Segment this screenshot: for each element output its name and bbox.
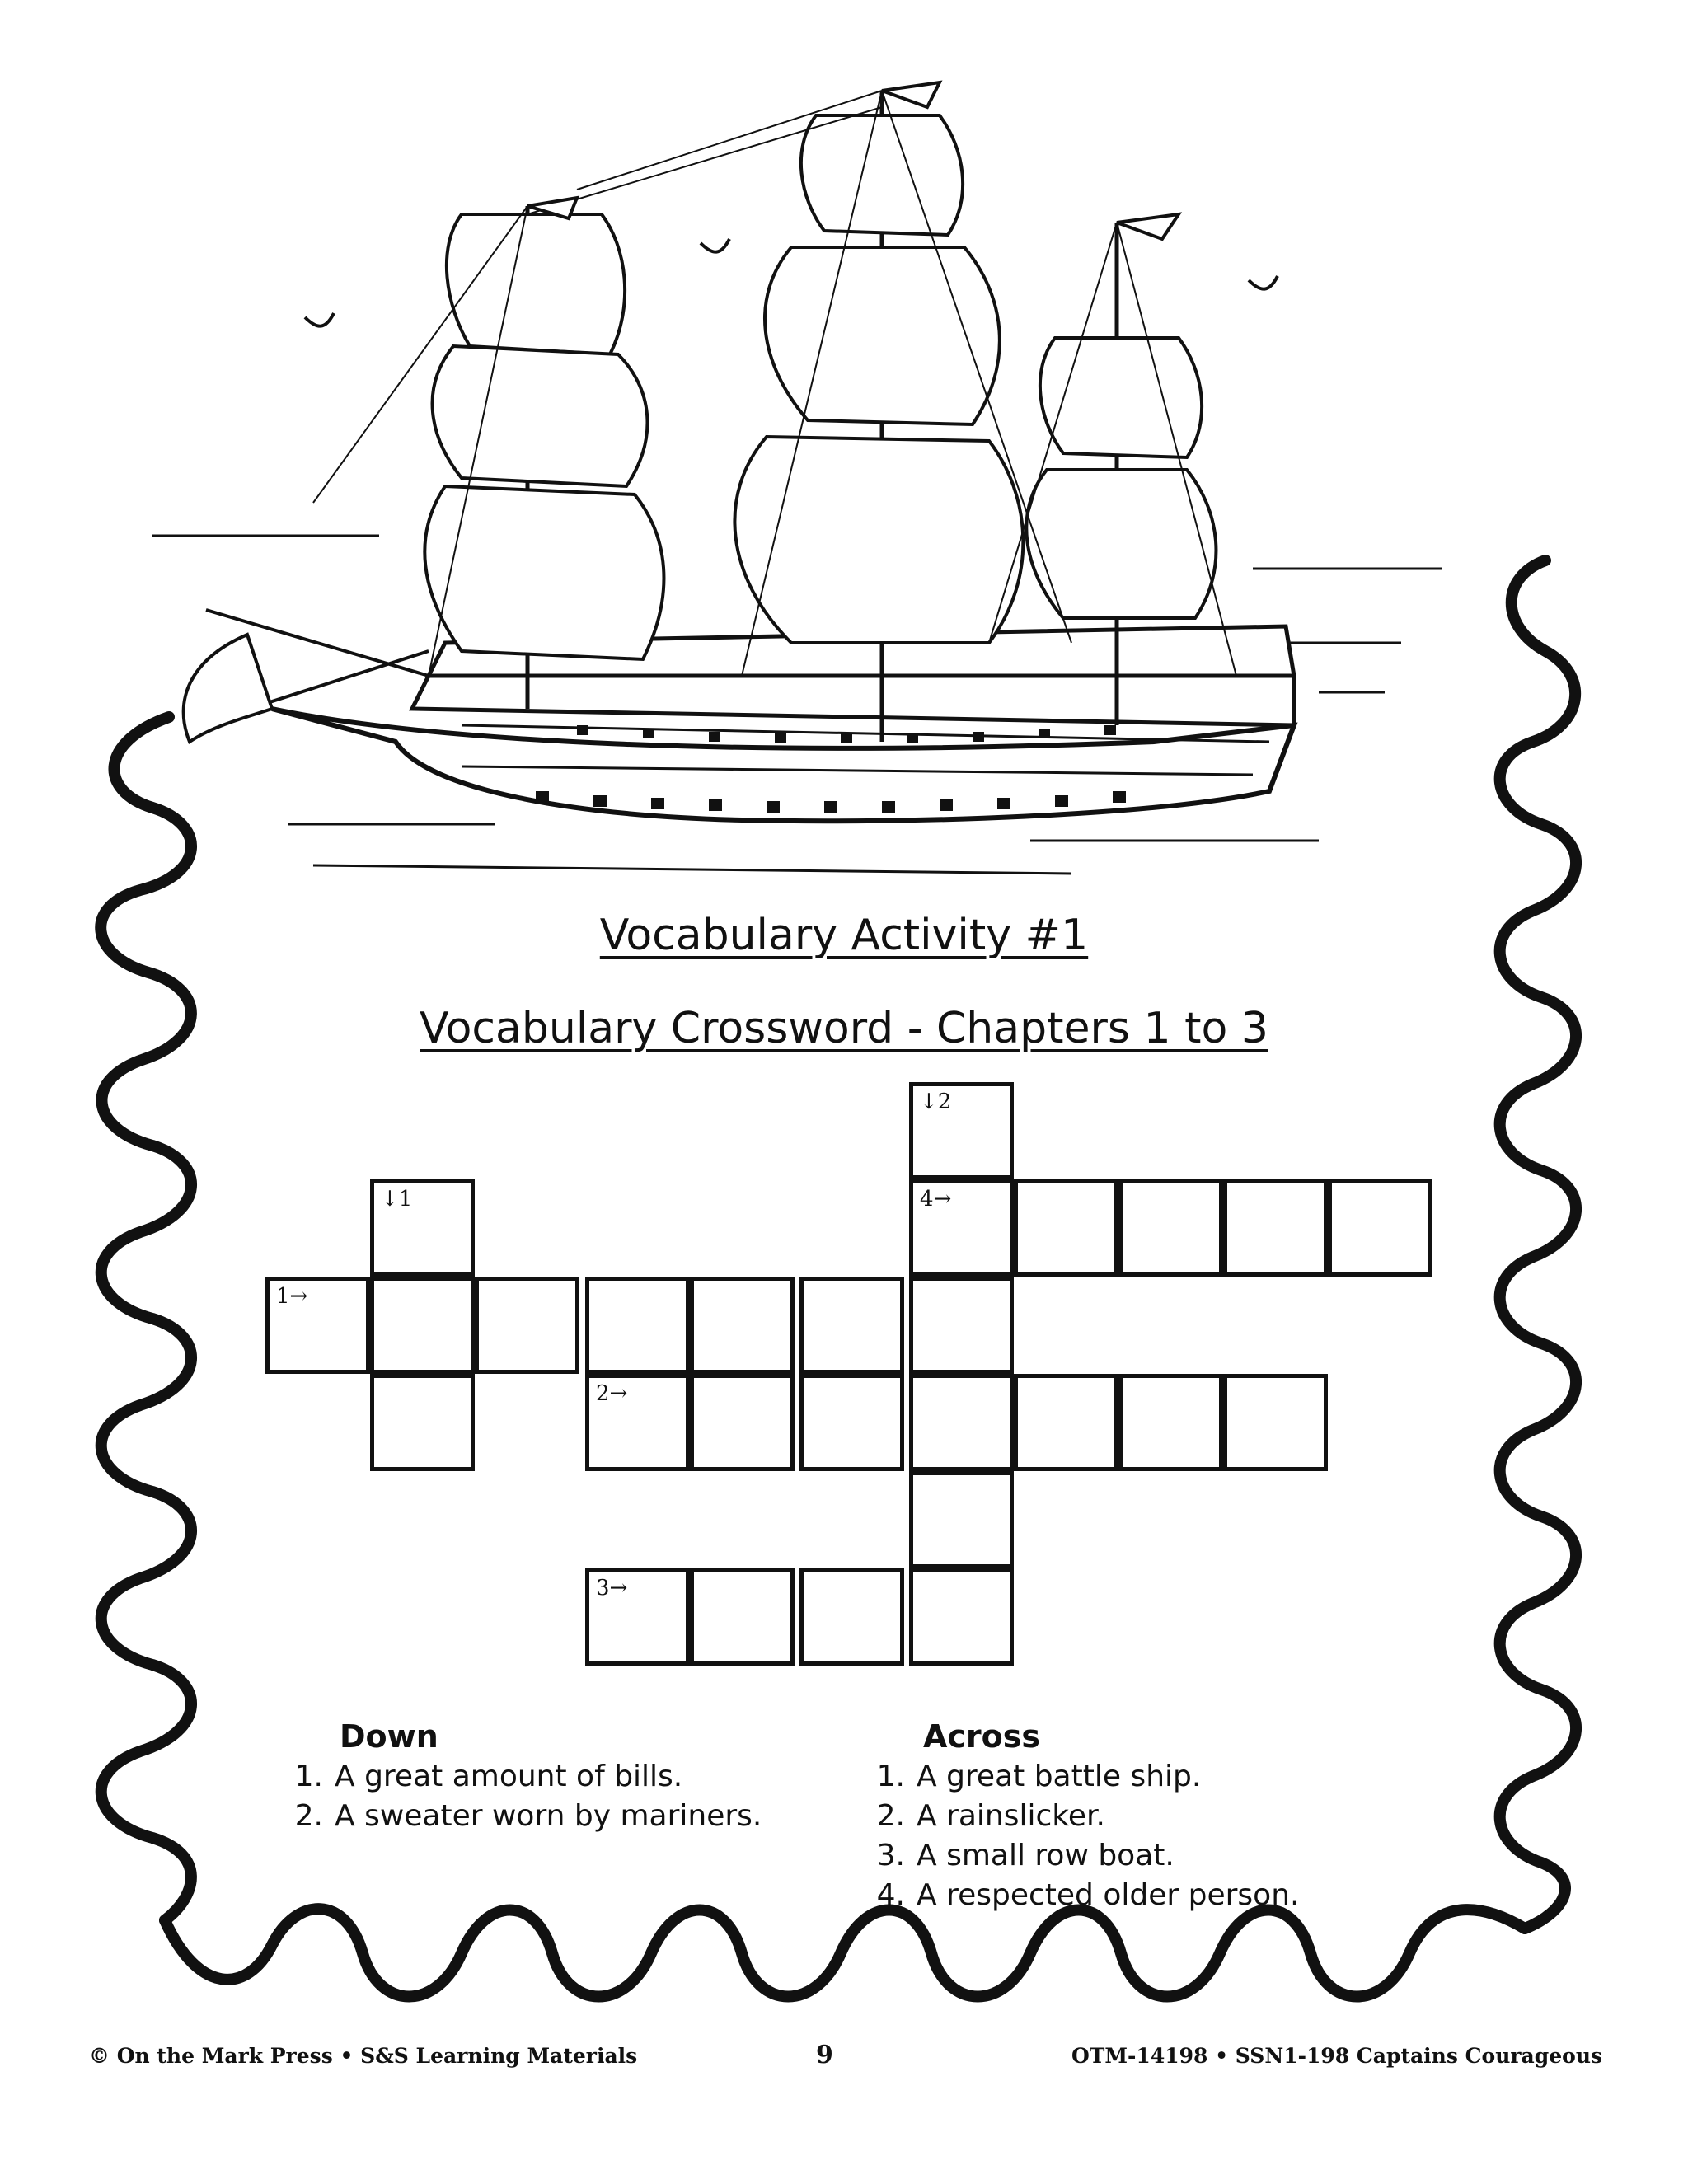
grid-cell[interactable] bbox=[909, 1568, 1014, 1666]
down-clue-2: 2. A sweater worn by mariners. bbox=[294, 1799, 762, 1833]
across-clue-2: 2. A rainslicker. bbox=[876, 1799, 1105, 1833]
grid-cell[interactable] bbox=[370, 1277, 475, 1374]
clue-number-across-2: 2→ bbox=[596, 1381, 628, 1406]
grid-cell[interactable] bbox=[909, 1471, 1014, 1568]
grid-cell[interactable] bbox=[585, 1374, 690, 1471]
down-heading: Down bbox=[340, 1718, 438, 1755]
grid-cell[interactable] bbox=[265, 1277, 370, 1374]
grid-cell[interactable] bbox=[370, 1179, 475, 1277]
grid-cell[interactable] bbox=[690, 1277, 795, 1374]
grid-cell[interactable] bbox=[370, 1374, 475, 1471]
clue-number-across-1: 1→ bbox=[276, 1284, 308, 1309]
grid-cell[interactable] bbox=[1328, 1179, 1432, 1277]
grid-cell[interactable] bbox=[909, 1179, 1014, 1277]
grid-cell[interactable] bbox=[585, 1568, 690, 1666]
page-title: Vocabulary Activity #1 bbox=[599, 911, 1089, 960]
clue-number-down-2: ↓2 bbox=[920, 1090, 952, 1114]
grid-cell[interactable] bbox=[1118, 1374, 1223, 1471]
grid-cell[interactable] bbox=[1014, 1179, 1118, 1277]
grid-cell[interactable] bbox=[799, 1568, 904, 1666]
grid-cell[interactable] bbox=[1223, 1179, 1328, 1277]
footer-title: OTM-14198 • SSN1-198 Captains Courageous bbox=[1071, 2044, 1603, 2068]
grid-cell[interactable] bbox=[909, 1082, 1014, 1179]
page-number: 9 bbox=[816, 2041, 833, 2069]
across-clue-4: 4. A respected older person. bbox=[876, 1878, 1300, 1912]
grid-cell[interactable] bbox=[909, 1374, 1014, 1471]
clue-number-across-4: 4→ bbox=[920, 1187, 952, 1212]
grid-cell[interactable] bbox=[475, 1277, 579, 1374]
grid-cell[interactable] bbox=[909, 1277, 1014, 1374]
grid-cell[interactable] bbox=[690, 1374, 795, 1471]
grid-cell[interactable] bbox=[1118, 1179, 1223, 1277]
grid-cell[interactable] bbox=[1223, 1374, 1328, 1471]
across-heading: Across bbox=[923, 1718, 1041, 1755]
ship-illustration bbox=[152, 82, 1442, 874]
grid-cell[interactable] bbox=[585, 1277, 690, 1374]
grid-cell[interactable] bbox=[1014, 1374, 1118, 1471]
footer-publisher: © On the Mark Press • S&S Learning Materials bbox=[89, 2044, 638, 2068]
clue-number-down-1: ↓1 bbox=[381, 1187, 413, 1212]
page-subtitle: Vocabulary Crossword - Chapters 1 to 3 bbox=[420, 1004, 1268, 1053]
clue-number-across-3: 3→ bbox=[596, 1576, 628, 1601]
grid-cell[interactable] bbox=[690, 1568, 795, 1666]
down-clue-1: 1. A great amount of bills. bbox=[294, 1760, 683, 1793]
grid-cell[interactable] bbox=[799, 1374, 904, 1471]
across-clue-3: 3. A small row boat. bbox=[876, 1839, 1175, 1872]
grid-cell[interactable] bbox=[799, 1277, 904, 1374]
across-clue-1: 1. A great battle ship. bbox=[876, 1760, 1202, 1793]
